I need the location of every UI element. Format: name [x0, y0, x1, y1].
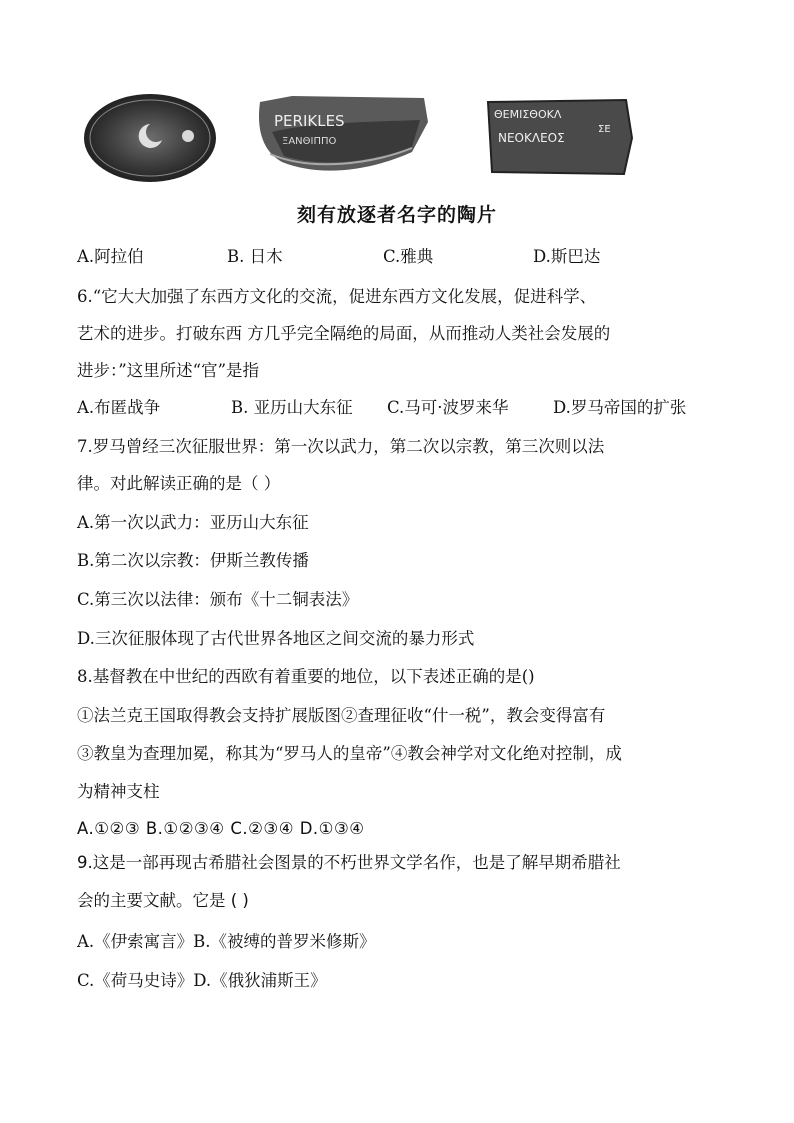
- q5-option-d: D.斯巴达: [533, 247, 601, 266]
- q6-stem-line1: 6.“它大大加强了东西方文化的交流，促进东西方文化发展，促进科学、: [77, 287, 597, 306]
- ostraka-figure: [76, 86, 636, 186]
- q6-option-c: C.马可·波罗来华: [387, 398, 509, 417]
- ostrakon-themistokles-text3: ΣΕ: [598, 124, 611, 135]
- q9-options-cd: C.《荷马史诗》D.《俄狄浦斯王》: [77, 971, 327, 990]
- q7-option-a: A.第一次以武力：亚历山大东征: [77, 513, 309, 532]
- q7-stem-line2: 律。对此解读正确的是（ ）: [77, 474, 281, 493]
- q5-option-a: A.阿拉伯: [77, 247, 144, 266]
- ostrakon-perikles-text: PERIKLES: [274, 112, 345, 130]
- q9-stem-line2: 会的主要文献。它是 ( ): [77, 891, 249, 910]
- q7-option-c: C.第三次以法律：颁布《十二铜表法》: [77, 590, 359, 609]
- q6-stem-line3: 进步：”这里所述“官”是指: [77, 361, 260, 380]
- ostrakon-themistokles-text2: ΝΕΟΚΛΕΟΣ: [498, 131, 565, 145]
- q5-options: [77, 246, 600, 268]
- q9-stem-line1: 9.这是一部再现古希腊社会图景的不朽世界文学名作，也是了解早期希腊社: [77, 853, 621, 872]
- q6-option-a: A.布匿战争: [77, 398, 161, 417]
- q7-option-d: D.三次征服体现了古代世界各地区之间交流的暴力形式: [77, 629, 475, 648]
- q8-stem-line3: ③教皇为查理加冕，称其为“罗马人的皇帝”④教会神学对文化绝对控制，成: [77, 744, 622, 763]
- q9-options-ab: A.《伊索寓言》B.《被缚的普罗米修斯》: [77, 932, 376, 951]
- ostrakon-themistokles-text: ΘΕΜΙΣΘΟΚΛ: [494, 108, 562, 121]
- q6-option-d: D.罗马帝国的扩张: [553, 398, 687, 417]
- q8-stem-line4: 为精神支柱: [77, 782, 160, 801]
- ostrakon-perikles-subtext: ΞΑΝΘΙΠΠΟ: [282, 136, 337, 147]
- figure-caption: 刻有放逐者名字的陶片: [296, 204, 497, 226]
- q5-option-c: C.雅典: [383, 247, 434, 266]
- q6-stem-line2: 艺术的进步。打破东西 方几乎完全隔绝的局面，从而推动人类社会发展的: [77, 324, 611, 343]
- ostrakon-disc-image: [80, 86, 220, 186]
- q7-stem-line1: 7.罗马曾经三次征服世界：第一次以武力，第二次以宗教，第三次则以法: [77, 437, 605, 456]
- q7-option-b: B.第二次以宗教：伊斯兰教传播: [77, 551, 309, 570]
- q6-options: [77, 397, 686, 419]
- q6-option-b: B. 亚历山大东征: [231, 398, 353, 417]
- q8-options: A.①②③ B.①②③④ C.②③④ D.①③④: [77, 819, 365, 838]
- q5-option-b: B. 日木: [227, 247, 283, 266]
- ostrakon-themistokles-image: [486, 98, 636, 178]
- q8-stem-line2: ①法兰克王国取得教会支持扩展版图②查理征收“什一税”，教会变得富有: [77, 706, 606, 725]
- q8-stem-line1: 8.基督教在中世纪的西欧有着重要的地位，以下表述正确的是(): [77, 667, 535, 686]
- ostrakon-perikles-image: [252, 92, 432, 182]
